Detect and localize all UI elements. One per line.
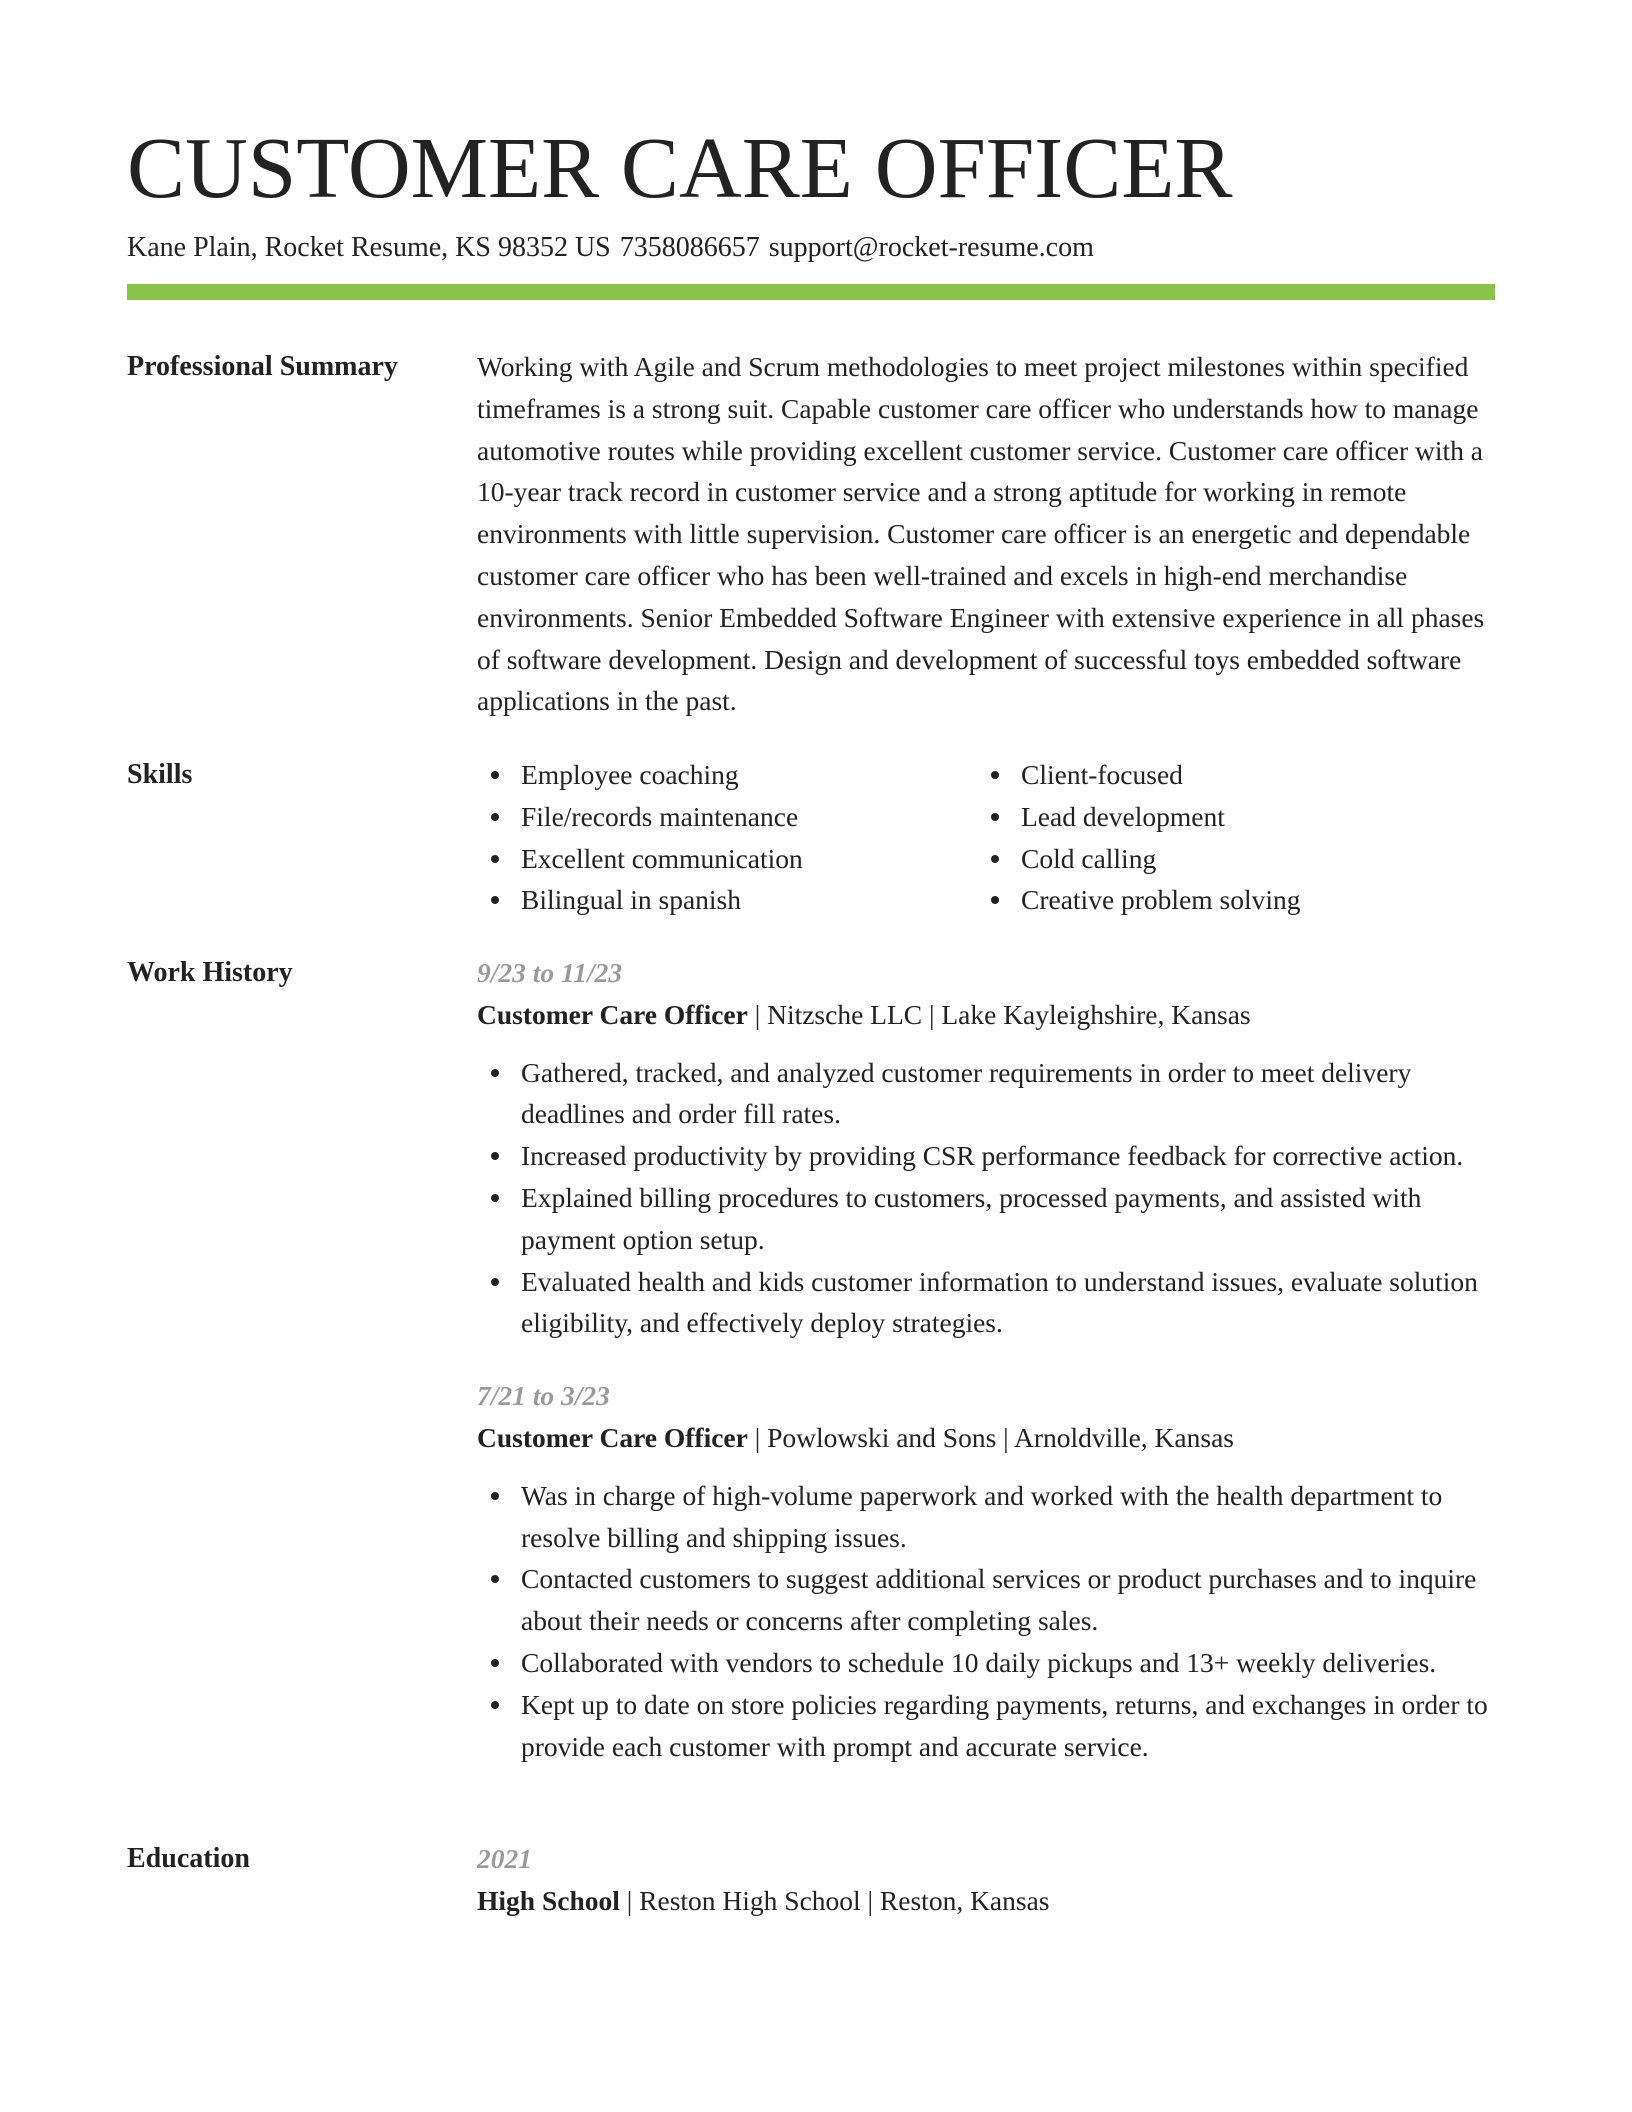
job-entry [477,1375,1495,1767]
job-bullets [477,1052,1495,1345]
job-bullets [477,1475,1495,1768]
summary-heading: Professional Summary [127,351,398,382]
skills-list [477,754,1495,921]
skill-item: Bilingual in spanish [477,879,977,921]
job-entry [477,952,1495,1344]
education-year: 2021 [477,1843,532,1874]
skills-column-2 [977,754,1477,921]
education-heading: Education [127,1843,250,1874]
education-degree: High School [477,1884,620,1916]
job-bullet: Kept up to date on store policies regarding payments, returns, and exchanges in order to provide each customer with prompt and accurate service. [477,1684,1495,1768]
skills-heading: Skills [127,759,193,790]
job-dates: 7/21 to 3/23 [477,1380,610,1412]
summary-text: Working with Agile and Scrum methodologies to meet project milestones within specified timeframes is a strong suit. Capable customer care officer who understands how to manage automotive routes while providing excellent customer service. Customer care officer with a 10-year track record in customer service and a strong aptitude for working in remote environments with little supervision. Customer care officer is an energetic and dependable customer care officer who has been well-trained and excels in high-end merchandise environments. Senior Embedded Software Engineer with extensive experience in all phases of software development. Design and development of successful toys embedded software applications in the past. [477,351,1485,717]
job-bullet: Collaborated with vendors to schedule 10 daily pickups and 13+ weekly deliveries. [477,1642,1495,1684]
job-dates: 9/23 to 11/23 [477,957,623,988]
job-bullet: Explained billing procedures to customers, processed payments, and assisted with payment option setup. [477,1177,1495,1261]
contact-address: Kane Plain, Rocket Resume, KS 98352 US [127,232,611,263]
job-bullet: Evaluated health and kids customer information to understand issues, evaluate solution eligibility, and effectively deploy strategies. [477,1261,1495,1345]
skill-item: Employee coaching [477,754,977,796]
job-bullet: Gathered, tracked, and analyzed customer requirements in order to meet delivery deadlines and order fill rates. [477,1052,1495,1136]
job-title: Customer Care Officer [477,998,748,1030]
resume-title: CUSTOMER CARE OFFICER [127,119,1233,216]
job-title: Customer Care Officer [477,1421,748,1453]
contact-phone: 7358086657 [619,232,760,263]
skill-item: Cold calling [977,838,1477,880]
work-history-heading: Work History [127,957,293,988]
job-role [477,994,1495,1036]
job-bullet: Increased productivity by providing CSR performance feedback for corrective action. [477,1135,1495,1177]
education-details: | Reston High School | Reston, Kansas [619,1884,1050,1916]
job-bullet: Was in charge of high-volume paperwork and worked with the health department to resolve billing and shipping issues. [477,1475,1495,1559]
skill-item: File/records maintenance [477,796,977,838]
job-bullet: Contacted customers to suggest additional services or product purchases and to inquire about their needs or concerns after completing sales. [477,1558,1495,1642]
job-details: | Nitzsche LLC | Lake Kayleighshire, Kansas [747,998,1251,1030]
contact-line [127,230,1094,266]
education-entry [477,1880,1495,1922]
accent-divider [127,284,1495,300]
skill-item: Excellent communication [477,838,977,880]
contact-email: support@rocket-resume.com [768,232,1094,263]
job-details: | Powlowski and Sons | Arnoldville, Kansas [747,1421,1234,1453]
skills-column-1 [477,754,977,921]
skill-item: Creative problem solving [977,879,1477,921]
skill-item: Client-focused [977,754,1477,796]
job-role [477,1417,1495,1459]
skill-item: Lead development [977,796,1477,838]
